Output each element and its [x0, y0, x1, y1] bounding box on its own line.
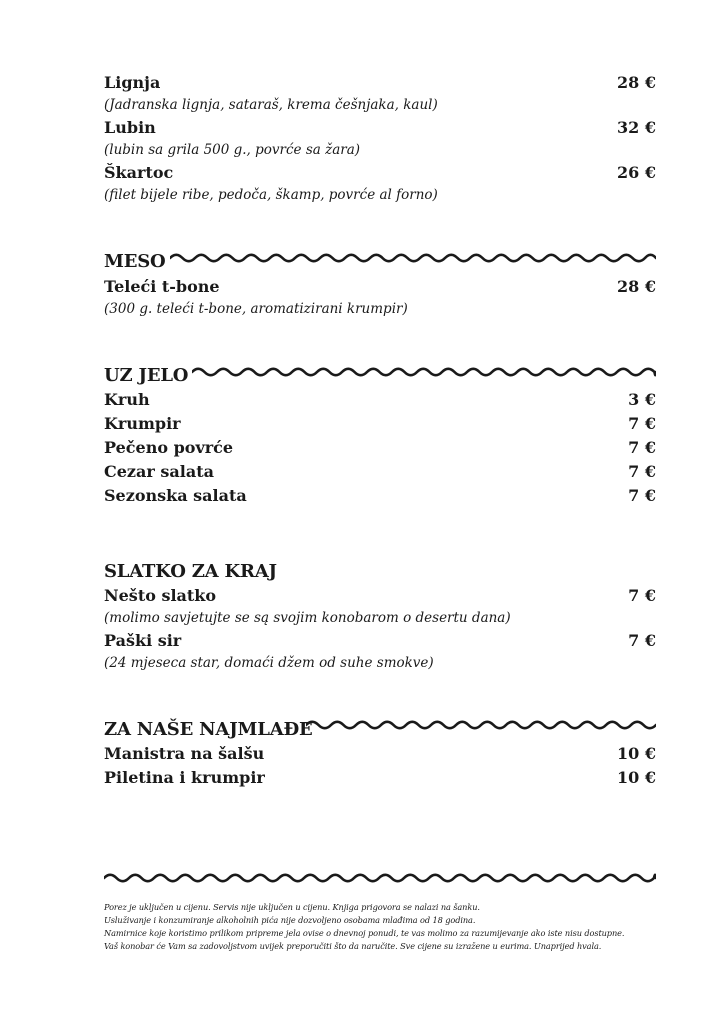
item-price: 3 € — [628, 390, 656, 409]
footer-wave-divider — [104, 870, 656, 886]
item-price: 10 € — [617, 768, 656, 787]
footer-note: Vaš konobar će Vam sa zadovoljstvom uvijek preporučiti što da naručite. Sve cijene su izražene u eurima. Unaprijed hvala. — [104, 941, 602, 951]
wave-path — [170, 255, 656, 261]
item-description: (300 g. teleći t-bone, aromatizirani krumpir) — [104, 301, 408, 317]
footer-note: Namirnice koje koristimo prilikom pripreme jela ovise o dnevnoj ponudi, te vas molimo za razumijevanje ako iste nisu dostupne. — [104, 928, 625, 938]
item-price: 7 € — [628, 486, 656, 505]
item-price: 10 € — [617, 744, 656, 763]
wave-divider — [170, 250, 656, 266]
item-description: (lubin sa grila 500 g., povrće sa žara) — [104, 142, 361, 158]
wave-path — [104, 875, 656, 881]
item-price: 7 € — [628, 631, 656, 650]
item-name: Škartoc — [104, 163, 174, 182]
item-name: Pečeno povrće — [104, 438, 234, 457]
item-description: (Jadranska lignja, sataraš, krema češnjaka, kaul) — [104, 97, 438, 113]
footer-note: Usluživanje i konzumiranje alkoholnih pića nije dozvoljeno osobama mlađima od 18 godina. — [104, 915, 476, 925]
item-price: 32 € — [617, 118, 656, 137]
item-price: 7 € — [628, 438, 656, 457]
wave-path — [306, 722, 656, 728]
item-name: Kruh — [104, 390, 150, 409]
wave-divider — [192, 364, 656, 380]
item-name: Manistra na šalšu — [104, 744, 265, 763]
item-description: (molimo savjetujte se są svojim konobarom o desertu dana) — [104, 610, 511, 626]
item-name: Cezar salata — [104, 462, 214, 481]
item-price: 7 € — [628, 414, 656, 433]
section-title: ZA NAŠE NAJMLAĐE — [104, 719, 313, 740]
item-name: Paški sir — [104, 631, 182, 650]
item-name: Piletina i krumpir — [104, 768, 265, 787]
item-description: (filet bijele ribe, pedoča, škamp, povrće al forno) — [104, 187, 438, 203]
item-name: Sezonska salata — [104, 486, 247, 505]
item-price: 7 € — [628, 462, 656, 481]
footer-note: Porez je uključen u cijenu. Servis nije uključen u cijenu. Knjiga prigovora se nalazi na šanku. — [104, 902, 480, 912]
item-price: 28 € — [617, 277, 656, 296]
item-name: Nešto slatko — [104, 586, 217, 605]
item-name: Lubin — [104, 118, 156, 137]
item-name: Lignja — [104, 73, 161, 92]
item-price: 26 € — [617, 163, 656, 182]
section-title: SLATKO ZA KRAJ — [104, 561, 277, 582]
item-description: (24 mjeseca star, domaći džem od suhe smokve) — [104, 655, 434, 671]
wave-path — [192, 369, 656, 375]
item-name: Krumpir — [104, 414, 181, 433]
item-price: 28 € — [617, 73, 656, 92]
item-name: Teleći t-bone — [104, 277, 220, 296]
wave-divider — [306, 717, 656, 733]
section-title: UZ JELO — [104, 365, 189, 386]
section-title: MESO — [104, 251, 166, 272]
item-price: 7 € — [628, 586, 656, 605]
